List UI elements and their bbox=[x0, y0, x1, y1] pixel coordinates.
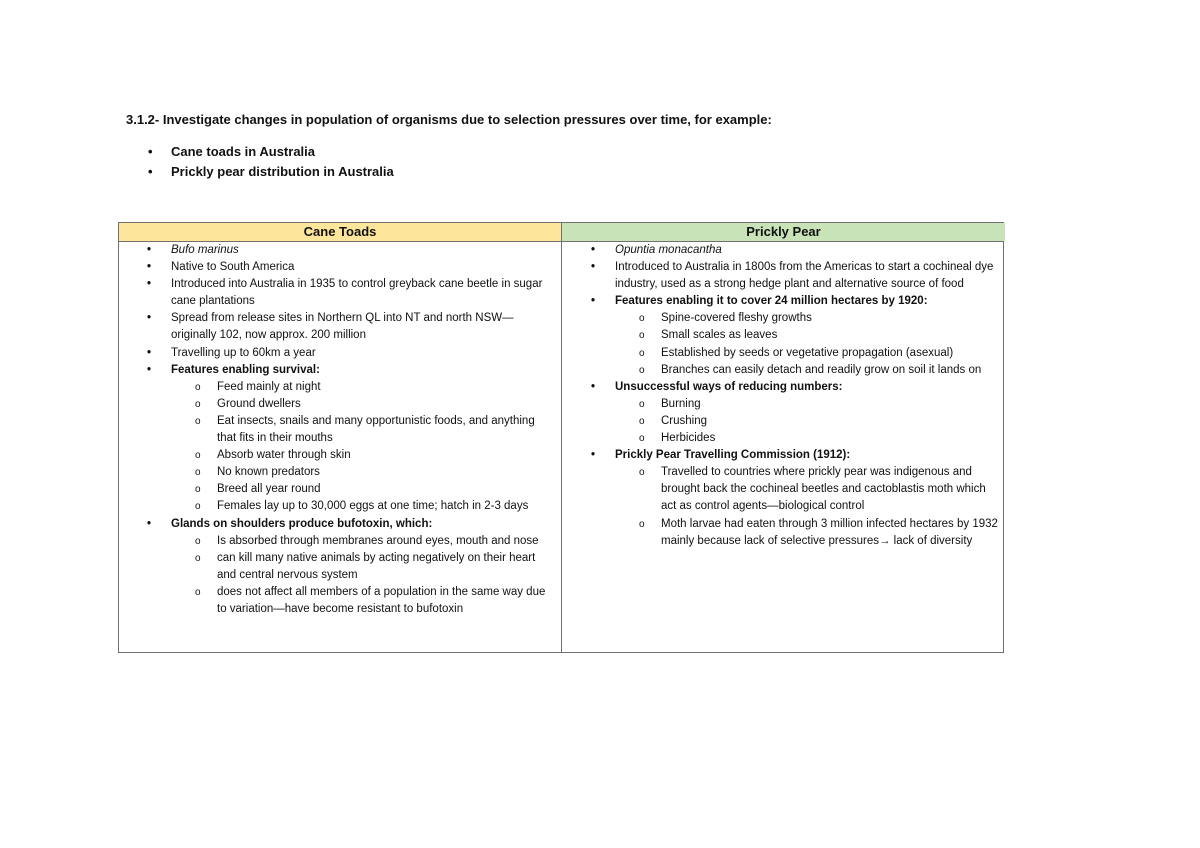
list-item bbox=[562, 259, 1005, 293]
item-text: Branches can easily detach and readily grow on soil it lands on bbox=[661, 363, 982, 376]
sub-list-item bbox=[615, 516, 999, 550]
species-name: Opuntia monacantha bbox=[615, 244, 722, 256]
list-item bbox=[119, 362, 561, 516]
list-item bbox=[119, 259, 561, 276]
header-prickly-pear: Prickly Pear bbox=[562, 223, 1005, 241]
sub-list-item bbox=[615, 464, 999, 515]
bullet-icon: • bbox=[147, 261, 152, 274]
list-item bbox=[562, 293, 1005, 378]
sub-list-item bbox=[171, 379, 553, 396]
list-item bbox=[119, 242, 561, 259]
sub-list-item bbox=[171, 396, 553, 413]
circle-bullet-icon: o bbox=[195, 501, 201, 513]
sub-list-item bbox=[615, 413, 999, 430]
item-text: can kill many native animals by acting negatively on their heart and central nervous system bbox=[217, 551, 536, 581]
list-item bbox=[119, 310, 561, 344]
section-title: Glands on shoulders produce bufotoxin, which: bbox=[171, 517, 433, 530]
table-body-row bbox=[119, 242, 1003, 652]
sub-list-item bbox=[615, 396, 999, 413]
item-text: Spine-covered fleshy growths bbox=[661, 312, 812, 325]
bullet-icon: • bbox=[591, 449, 596, 462]
circle-bullet-icon: o bbox=[195, 467, 201, 479]
bullet-icon: • bbox=[147, 517, 152, 530]
list-item bbox=[119, 345, 561, 362]
sub-list-item bbox=[171, 550, 553, 584]
circle-bullet-icon: o bbox=[639, 415, 645, 427]
sub-list-item bbox=[171, 413, 553, 447]
item-text: Females lay up to 30,000 eggs at one time; hatch in 2-3 days bbox=[217, 500, 529, 513]
example-item: • Cane toads in Australia bbox=[126, 142, 394, 162]
circle-bullet-icon: o bbox=[195, 450, 201, 462]
section-title: Prickly Pear Travelling Commission (1912): bbox=[615, 449, 851, 462]
section-title: Features enabling survival: bbox=[171, 363, 320, 376]
species-name: Bufo marinus bbox=[171, 244, 239, 256]
list-item bbox=[119, 276, 561, 310]
page-heading: 3.1.2- Investigate changes in population of organisms due to selection pressures over time, for example: bbox=[126, 112, 772, 127]
item-text: Feed mainly at night bbox=[217, 380, 321, 393]
item-text: Spread from release sites in Northern QL into NT and north NSW—originally 102, now approx. 200 million bbox=[171, 312, 514, 342]
item-text: Absorb water through skin bbox=[217, 449, 351, 462]
bullet-icon: • bbox=[591, 244, 596, 256]
sub-list bbox=[171, 379, 553, 516]
bullet-icon: • bbox=[147, 312, 152, 325]
circle-bullet-icon: o bbox=[639, 467, 645, 479]
bullet-icon: • bbox=[591, 261, 596, 274]
sub-list-item bbox=[615, 362, 999, 379]
circle-bullet-icon: o bbox=[639, 364, 645, 376]
sub-list-item bbox=[615, 327, 999, 344]
header-cane-toads: Cane Toads bbox=[119, 223, 562, 241]
item-text: Burning bbox=[661, 397, 701, 410]
item-text: Herbicides bbox=[661, 432, 716, 445]
list-item bbox=[562, 379, 1005, 447]
circle-bullet-icon: o bbox=[195, 415, 201, 427]
item-text: Introduced to Australia in 1800s from the Americas to start a cochineal dye industry, used as a strong hedge plant and alternative source of food bbox=[615, 261, 994, 291]
list-item bbox=[562, 447, 1005, 550]
sub-list-item bbox=[171, 498, 553, 515]
sub-list-item bbox=[171, 464, 553, 481]
item-text: Travelled to countries where prickly pear was indigenous and brought back the cochineal beetles and cactoblastis moth which act as control agents—biological control bbox=[661, 466, 986, 513]
circle-bullet-icon: o bbox=[639, 518, 645, 530]
bullet-icon: • bbox=[591, 380, 596, 393]
examples-list bbox=[126, 142, 394, 182]
example-item: • Prickly pear distribution in Australia bbox=[126, 162, 394, 182]
circle-bullet-icon: o bbox=[195, 484, 201, 496]
item-text: Established by seeds or vegetative propagation (asexual) bbox=[661, 346, 954, 359]
item-text: does not affect all members of a population in the same way due to variation—have become resistant to bufotoxin bbox=[217, 585, 546, 615]
bullet-icon: • bbox=[147, 244, 152, 256]
section-title: Unsuccessful ways of reducing numbers: bbox=[615, 380, 843, 393]
comparison-table bbox=[118, 222, 1004, 653]
item-text: Native to South America bbox=[171, 261, 295, 274]
sub-list bbox=[615, 310, 999, 378]
bullet-icon: • bbox=[147, 278, 152, 291]
item-text: Moth larvae had eaten through 3 million infected hectares by 1932 mainly because lack of selective pressures→ lack of diversity bbox=[661, 517, 998, 547]
cane-toads-column bbox=[119, 242, 562, 652]
item-text: Breed all year round bbox=[217, 483, 321, 496]
list-item bbox=[562, 242, 1005, 259]
prickly-pear-column bbox=[562, 242, 1005, 652]
sub-list-item bbox=[615, 430, 999, 447]
circle-bullet-icon: o bbox=[639, 398, 645, 410]
circle-bullet-icon: o bbox=[195, 535, 201, 547]
circle-bullet-icon: o bbox=[195, 552, 201, 564]
item-text: Small scales as leaves bbox=[661, 329, 778, 342]
cane-toads-list bbox=[119, 242, 561, 618]
circle-bullet-icon: o bbox=[195, 586, 201, 598]
item-text: Crushing bbox=[661, 414, 708, 427]
sub-list bbox=[615, 396, 999, 447]
bullet-icon: • bbox=[147, 346, 152, 359]
table-header-row bbox=[119, 223, 1003, 242]
circle-bullet-icon: o bbox=[639, 313, 645, 325]
item-text: Travelling up to 60km a year bbox=[171, 346, 316, 359]
sub-list-item bbox=[171, 447, 553, 464]
circle-bullet-icon: o bbox=[639, 330, 645, 342]
sub-list-item bbox=[171, 481, 553, 498]
sub-list bbox=[171, 533, 553, 618]
section-title: Features enabling it to cover 24 million hectares by 1920: bbox=[615, 295, 928, 308]
prickly-pear-list bbox=[562, 242, 1005, 550]
item-text: Ground dwellers bbox=[217, 397, 301, 410]
circle-bullet-icon: o bbox=[639, 433, 645, 445]
item-text: Is absorbed through membranes around eyes, mouth and nose bbox=[217, 534, 539, 547]
item-text: No known predators bbox=[217, 466, 320, 479]
sub-list-item bbox=[615, 310, 999, 327]
item-text: Eat insects, snails and many opportunistic foods, and anything that fits in their mouths bbox=[217, 414, 535, 445]
item-text: Introduced into Australia in 1935 to control greyback cane beetle in sugar cane plantations bbox=[171, 278, 543, 308]
sub-list bbox=[615, 464, 999, 549]
circle-bullet-icon: o bbox=[639, 347, 645, 359]
sub-list-item bbox=[615, 345, 999, 362]
bullet-icon: • bbox=[147, 363, 152, 376]
circle-bullet-icon: o bbox=[195, 398, 201, 410]
bullet-icon: • bbox=[591, 295, 596, 308]
circle-bullet-icon: o bbox=[195, 381, 201, 393]
list-item bbox=[119, 516, 561, 619]
sub-list-item bbox=[171, 584, 553, 618]
sub-list-item bbox=[171, 533, 553, 550]
